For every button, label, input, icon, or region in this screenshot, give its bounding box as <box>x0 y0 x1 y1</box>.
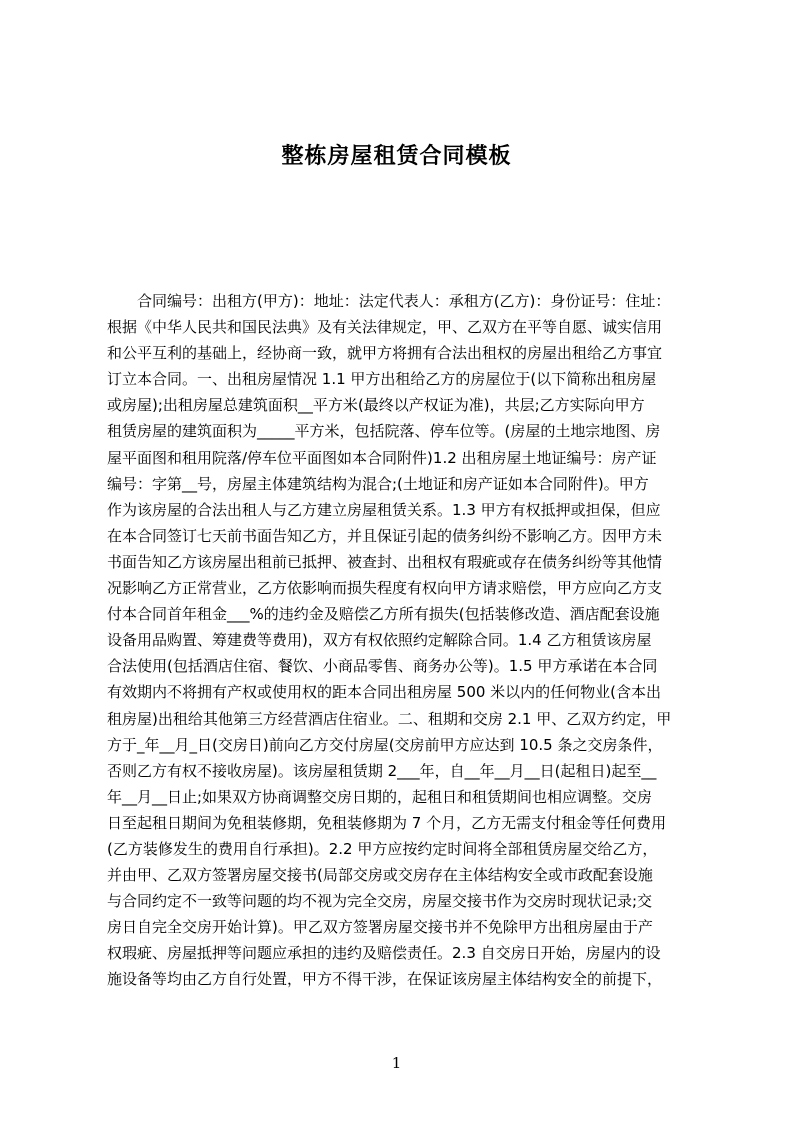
body-line: 和公平互利的基础上，经协商一致，就甲方将拥有合法出租权的房屋出租给乙方事宜 <box>107 344 663 363</box>
body-line: 设备用品购置、筹建费等费用)，双方有权依照约定解除合同。1.4 乙方租赁该房屋 <box>107 631 652 650</box>
body-line: 合同编号：出租方(甲方)：地址：法定代表人：承租方(乙方)：身份证号：住址： <box>107 292 671 310</box>
body-line: 日至起租日期间为免租装修期，免租装修期为 7 个月，乙方无需支付租金等任何费用 <box>107 813 667 832</box>
body-line: 付本合同首年租金___%的违约金及赔偿乙方所有损失(包括装修改造、酒店配套设施 <box>107 605 660 624</box>
body-line: 租房屋)出租给其他第三方经营酒店住宿业。二、租期和交房 2.1 甲、乙双方约定，甲 <box>107 709 672 728</box>
body-line: (乙方装修发生的费用自行承担)。2.2 甲方应按约定时间将全部租赁房屋交给乙方， <box>107 839 658 858</box>
body-line: 方于_年__月_日(交房日)前向乙方交付房屋(交房前甲方应达到 10.5 条之交房条件， <box>107 735 663 754</box>
body-line: 或房屋);出租房屋总建筑面积__平方米(最终以产权证为准)，共层;乙方实际向甲方 <box>107 396 645 415</box>
body-line: 有效期内不将拥有产权或使用权的距本合同出租房屋 500 米以内的任何物业(含本出 <box>107 683 662 702</box>
page-number: 1 <box>391 1054 402 1072</box>
body-line: 合法使用(包括酒店住宿、餐饮、小商品零售、商务办公等)。1.5 甲方承诺在本合同 <box>107 657 658 676</box>
body-line: 权瑕疵、房屋抵押等问题应承担的违约及赔偿责任。2.3 自交房日开始，房屋内的设 <box>107 944 661 963</box>
body-line: 在本合同签订七天前书面告知乙方，并且保证引起的债务纠纷不影响乙方。因甲方未 <box>107 526 663 545</box>
body-line: 与合同约定不一致等问题的均不视为完全交房，房屋交接书作为交房时现状记录;交 <box>107 892 653 911</box>
document-body <box>107 288 707 993</box>
body-line: 并由甲、乙双方签署房屋交接书(局部交房或交房存在主体结构安全或市政配套设施 <box>107 866 653 885</box>
body-line: 书面告知乙方该房屋出租前已抵押、被查封、出租权有瑕疵或存在债务纠纷等其他情 <box>107 552 663 571</box>
body-line: 否则乙方有权不接收房屋)。该房屋租赁期 2___年，自__年__月__日(起租日)起至__ <box>107 761 657 780</box>
body-line: 根据《中华人民共和国民法典》及有关法律规定，甲、乙双方在平等自愿、诚实信用 <box>107 318 663 337</box>
body-line: 屋平面图和租用院落/停车位平面图如本合同附件)1.2 出租房屋土地证编号：房产证 <box>107 448 657 467</box>
body-line: 租赁房屋的建筑面积为_____平方米，包括院落、停车位等。(房屋的土地宗地图、房 <box>107 422 661 441</box>
body-line: 作为该房屋的合法出租人与乙方建立房屋租赁关系。1.3 甲方有权抵押或担保，但应 <box>107 500 661 519</box>
body-line: 编号：字第__号，房屋主体建筑结构为混合;(土地证和房产证如本合同附件)。甲方 <box>107 474 649 493</box>
body-line: 订立本合同。一、出租房屋情况 1.1 甲方出租给乙方的房屋位于(以下简称出租房屋 <box>107 370 657 389</box>
document-title: 整栋房屋租赁合同模板 <box>281 144 512 169</box>
body-line: 施设备等均由乙方自行处置，甲方不得干涉，在保证该房屋主体结构安全的前提下， <box>107 970 663 989</box>
body-line: 房日自完全交房开始计算)。甲乙双方签署房屋交接书并不免除甲方出租房屋由于产 <box>107 918 653 937</box>
body-line: 况影响乙方正常营业，乙方依影响而损失程度有权向甲方请求赔偿，甲方应向乙方支 <box>107 579 663 598</box>
body-line: 年__月__日止;如果双方协商调整交房日期的，起租日和租赁期间也相应调整。交房 <box>107 787 653 806</box>
